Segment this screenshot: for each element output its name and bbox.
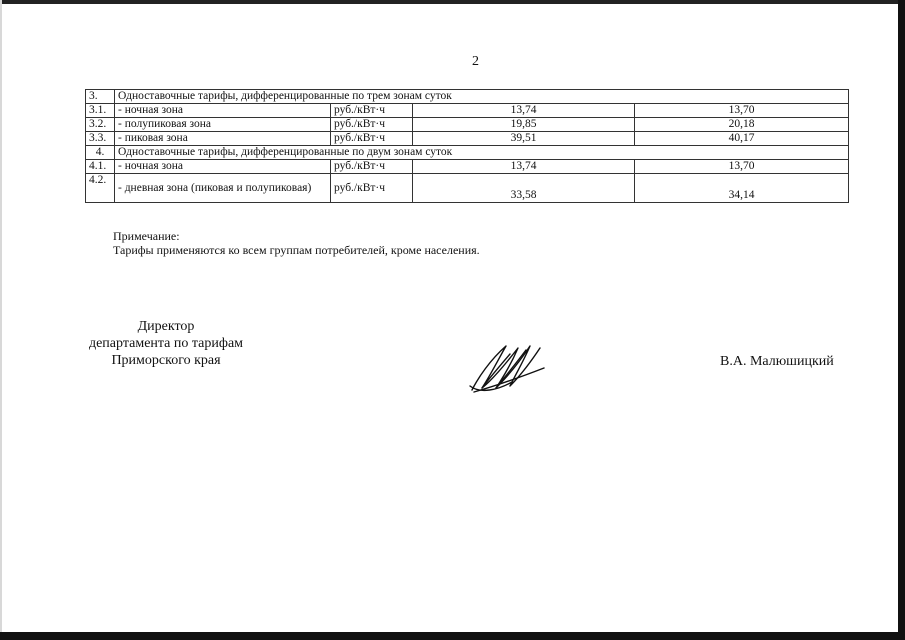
- scan-left-edge: [0, 0, 2, 640]
- table-row-section-header: [86, 146, 849, 160]
- section-title: Одноставочные тарифы, дифференцированные по трем зонам суток: [115, 90, 849, 104]
- row-number: 4.2.: [86, 174, 115, 203]
- row-value-1: 19,85: [413, 118, 635, 132]
- table-row: [86, 160, 849, 174]
- scan-right-edge: [898, 0, 905, 640]
- signer-name: В.А. Малюшицкий: [720, 354, 834, 369]
- row-label: - ночная зона: [115, 104, 331, 118]
- row-label: - дневная зона (пиковая и полупиковая): [115, 174, 331, 203]
- row-number: 3.3.: [86, 132, 115, 146]
- note-block: [113, 229, 480, 257]
- row-value-1: 13,74: [413, 104, 635, 118]
- table-row: [86, 132, 849, 146]
- signer-region: Приморского края: [111, 353, 221, 368]
- row-unit: руб./кВт·ч: [331, 174, 413, 203]
- row-value-1: 13,74: [413, 160, 635, 174]
- section-title: Одноставочные тарифы, дифференцированные по двум зонам суток: [115, 146, 849, 160]
- scan-top-edge: [0, 0, 905, 4]
- handwritten-signature: [468, 338, 548, 396]
- row-unit: руб./кВт·ч: [331, 132, 413, 146]
- row-number: 4.: [86, 146, 115, 160]
- tariff-table: [85, 89, 849, 203]
- signer-department: департамента по тарифам: [88, 336, 244, 351]
- row-number: 3.2.: [86, 118, 115, 132]
- row-label: - полупиковая зона: [115, 118, 331, 132]
- row-unit: руб./кВт·ч: [331, 104, 413, 118]
- table-row-section-header: [86, 90, 849, 104]
- row-label: - ночная зона: [115, 160, 331, 174]
- row-value-2: 40,17: [635, 132, 849, 146]
- row-number: 3.: [86, 90, 115, 104]
- row-unit: руб./кВт·ч: [331, 160, 413, 174]
- row-unit: руб./кВт·ч: [331, 118, 413, 132]
- note-title: Примечание:: [113, 229, 180, 243]
- note-text: Тарифы применяются ко всем группам потребителей, кроме населения.: [113, 243, 480, 257]
- table-row: [86, 104, 849, 118]
- table-row: [86, 174, 849, 203]
- table-row: [86, 118, 849, 132]
- row-value-1: 39,51: [413, 132, 635, 146]
- page-number: 2: [472, 54, 479, 69]
- scan-bottom-edge: [0, 632, 905, 640]
- row-value-2: 13,70: [635, 104, 849, 118]
- signer-title-block: [82, 318, 250, 369]
- row-number: 4.1.: [86, 160, 115, 174]
- row-value-1: 33,58: [413, 174, 635, 203]
- row-value-2: 34,14: [635, 174, 849, 203]
- row-value-2: 20,18: [635, 118, 849, 132]
- row-number: 3.1.: [86, 104, 115, 118]
- row-label: - пиковая зона: [115, 132, 331, 146]
- signer-position: Директор: [137, 319, 195, 334]
- row-value-2: 13,70: [635, 160, 849, 174]
